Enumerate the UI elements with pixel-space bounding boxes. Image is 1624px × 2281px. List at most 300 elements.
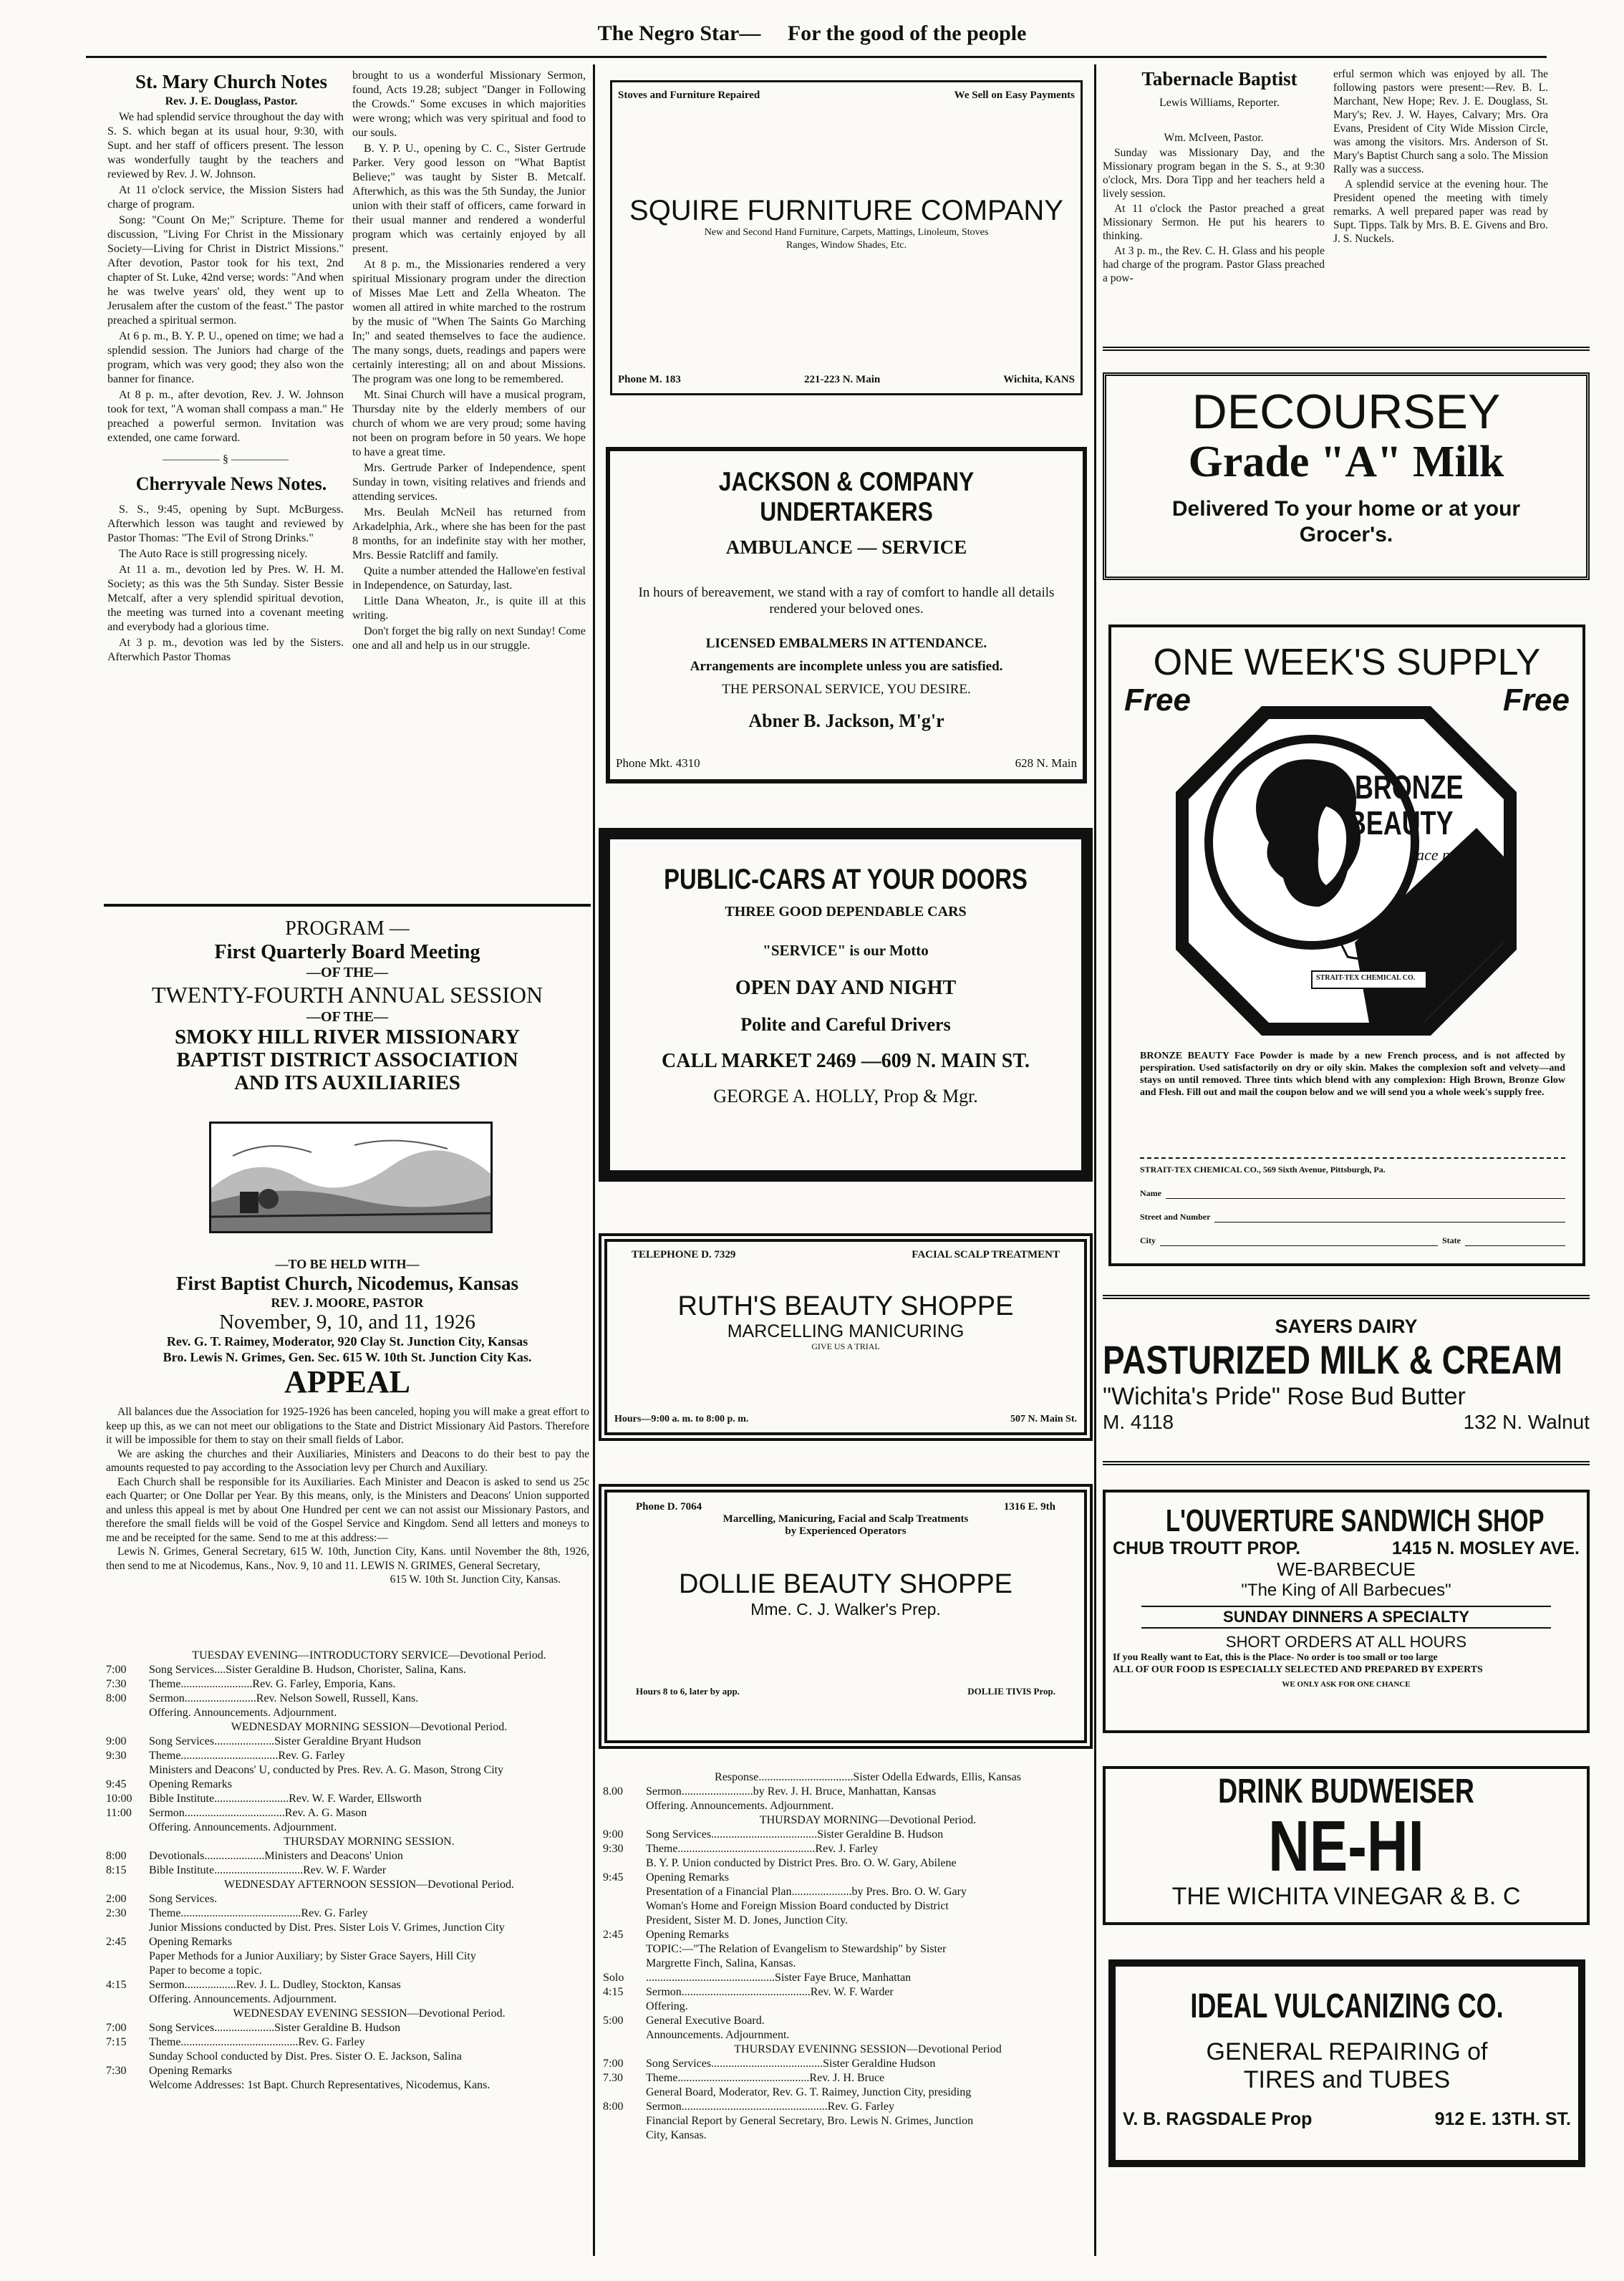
ad-subtitle: Grade "A" Milk [1188,438,1504,486]
paragraph: At 11 o'clock service, the Mission Sisters had charge of program. [107,184,344,211]
schedule-time [106,1649,149,1663]
field-label: City [1140,1235,1156,1245]
schedule-row [106,1964,589,1978]
ad-text: Arrangements are incomplete unless you are satisfied. [690,659,1003,674]
ad-text: THE WICHITA VINEGAR & B. C [1171,1883,1521,1910]
ad-text: SUNDAY DINNERS A SPECIALTY [1141,1606,1551,1629]
paragraph: Lewis N. Grimes, General Secretary, 615 W. 10th, Junction City, Kans. until November the 8th, 1926, then send to me at Nicodemus, Kans., Nov. 9, 10 and 11. LEWIS N. GRIMES, General Secretary, [106,1545,589,1572]
paragraph: All balances due the Association for 1925-1926 has been canceled, hoping you will make a great effort to keep up this, as we can not meet our obligations to the State and District Missionary Aid Pastors. Therefore it will be impossible for them to stay on their small fields of Labor. [106,1406,589,1446]
ad-phone: Phone Mkt. 4310 [616,756,700,770]
schedule-time [106,2007,149,2021]
ad-address: 132 N. Walnut [1463,1411,1590,1433]
section-rule [1103,1295,1590,1299]
schedule-time: 8:15 [106,1864,127,1876]
schedule-item: Woman's Home and Foreign Mission Board conducted by District [646,1900,949,1912]
schedule-row [603,1885,1090,1899]
schedule-row [603,1785,1090,1799]
schedule-left [106,1649,589,2093]
ad-text: GIVE US A TRIAL [811,1341,880,1351]
schedule-right [603,1770,1090,2143]
ad-text: WE-BARBECUE [1277,1558,1416,1580]
schedule-row [603,2085,1090,2100]
ad-address: 221-223 N. Main [803,374,881,385]
ad-text: THE PERSONAL SERVICE, YOU DESIRE. [722,682,971,697]
schedule-row [603,1957,1090,1971]
schedule-item: Song Services....Sister Geraldine B. Hudson, Chorister, Salina, Kans. [149,1664,466,1676]
paragraph: At 3 p. m., the Rev. C. H. Glass and his people had charge of the program. Pastor Glass preached a pow- [1103,245,1325,284]
ad-text: Delivered To your home or at your [1171,497,1521,521]
schedule-row [603,2000,1090,2014]
schedule-time [106,1720,149,1735]
paragraph: S. S., 9:45, opening by Supt. McBurgess. Afterwhich lesson was taught and reviewed by Pastor Thomas: "The Evil of Strong Drinks." [107,503,344,544]
schedule-time: 7.30 [603,2072,623,2084]
schedule-time: 10:00 [106,1793,132,1805]
ad-subtitle: AMBULANCE — SERVICE [725,536,967,558]
schedule-time [106,1921,149,1935]
schedule-row [603,1971,1090,1985]
schedule-row [603,2071,1090,2085]
schedule-item: General Board, Moderator, Rev. G. T. Raimey, Junction City, presiding [646,2086,972,2098]
schedule-row [603,1942,1090,1957]
schedule-item: Offering. [646,2000,688,2012]
schedule-time [106,2050,149,2064]
paragraph: At 11 o'clock the Pastor preached a great Missionary Sermon. He put his hearers to thinking. [1103,203,1325,242]
schedule-time: 8:00 [603,2101,624,2113]
schedule-row [603,1799,1090,1813]
schedule-row [106,1778,589,1792]
program-header [104,917,591,1094]
ad-phone: M. 4118 [1103,1411,1174,1433]
masthead-rule [86,56,1547,58]
paragraph: A splendid service at the evening hour. The President opened the meeting with timely remarks. A well prepared paper was read by Supt. Tipps. Talk by Mrs. B. E. Givens and Bro. J. S. Nuckels. [1333,178,1548,245]
article-heading: Tabernacle Baptist [1141,68,1297,90]
church-name: First Baptist Church, Nicodemus, Kansas [175,1273,519,1294]
ad-phone: Phone M. 183 [618,374,681,385]
schedule-item: Theme.........................................Rev. G. Farley [149,2036,365,2048]
public-cars-ad [599,828,1093,1182]
article-heading: Cherryvale News Notes. [135,473,327,494]
schedule-time: 9:45 [106,1778,127,1790]
paragraph: Mrs. Beulah McNeil has returned from Arkadelphia, Ark., where she has been for the past 8 months, for an indefinite stay with her mother, Mrs. Bessie Ratcliff and family. [352,506,586,561]
schedule-time [603,1957,646,1971]
schedule-item: Margrette Finch, Salina, Kansas. [646,1957,796,1969]
squire-furniture-ad [610,80,1083,395]
schedule-time: 2:00 [106,1893,127,1905]
schedule-row [106,1849,589,1863]
dollie-beauty-ad [599,1484,1093,1749]
schedule-item: WEDNESDAY EVENING SESSION—Devotional Period. [233,2007,506,2020]
ideal-vulcanizing-ad [1108,1959,1585,2167]
ad-address: 1316 E. 9th [1003,1501,1055,1513]
schedule-time [603,1942,646,1957]
schedule-item: Sermon...................................................Rev. G. Farley [646,2101,894,2113]
schedule-item: Ministers and Deacons' U, conducted by Pres. Rev. A. G. Mason, Strong City [149,1764,504,1776]
paragraph: 615 W. 10th St. Junction City, Kansas. [390,1573,561,1586]
schedule-row [106,1763,589,1778]
coupon-company: STRAIT-TEX CHEMICAL CO., 569 Sixth Avenue, Pittsburgh, Pa. [1140,1164,1386,1175]
schedule-item: Theme................................................Rev. J. Farley [646,1843,879,1855]
bronze-beauty-package [1176,706,1517,1036]
schedule-item: Sermon..................Rev. J. L. Dudley, Stockton, Kansas [149,1979,401,1991]
article-heading: St. Mary Church Notes [135,71,327,92]
ad-text: Polite and Careful Drivers [740,1014,951,1035]
schedule-time: 7:30 [106,1678,127,1690]
schedule-row [106,1935,589,1949]
city-state-field[interactable] [1140,1235,1565,1246]
masthead [0,21,1624,46]
schedule-item: Offering. Announcements. Adjournment. [149,1707,337,1719]
ad-text: Free [1124,683,1191,718]
ad-owner: CHUB TROUTT PROP. [1113,1538,1301,1558]
ad-text: Marcelling, Manicuring, Facial and Scalp Treatments [722,1513,969,1525]
ad-text: FACIAL SCALP TREATMENT [912,1249,1060,1260]
schedule-row [106,1821,589,1835]
schedule-time [603,1856,646,1871]
ad-text: Stoves and Furniture Repaired [618,90,760,101]
paragraph: Don't forget the big rally on next Sunday! Come one and all and help us in our struggle. [352,625,586,652]
schedule-time [106,1706,149,1720]
schedule-time [106,1763,149,1778]
schedule-row [603,1914,1090,1928]
schedule-time: 2:30 [106,1907,127,1919]
schedule-time: 8.00 [603,1785,623,1798]
schedule-item: Song Services.......................................Sister Geraldine Hudson [646,2058,936,2070]
schedule-item: Opening Remarks [646,1871,729,1884]
schedule-time [106,1878,149,1892]
schedule-time: 11:00 [106,1807,132,1819]
schedule-item: THURSDAY MORNING—Devotional Period. [759,1814,977,1826]
schedule-item: Song Services.....................................Sister Geraldine B. Hudson [646,1828,944,1841]
paragraph: At 6 p. m., B. Y. P. U., opened on time; we had a splendid session. The Juniors had charge of the program, which was very good; they also won the banner for finance. [107,330,344,385]
schedule-time [106,1992,149,2007]
ad-text: ALL OF OUR FOOD IS ESPECIALLY SELECTED AND PREPARED BY EXPERTS [1113,1664,1483,1675]
landscape-engraving [209,1122,493,1233]
brand-name: BEAUTY [1348,804,1454,841]
schedule-item: Response.................................Sister Odella Edwards, Ellis, Kansas [715,1771,1021,1783]
schedule-time [603,1770,646,1785]
schedule-time: 8:00 [106,1850,127,1862]
schedule-row [603,2057,1090,2071]
schedule-item: WEDNESDAY MORNING SESSION—Devotional Period. [231,1721,508,1733]
paragraph: Quite a number attended the Hallowe'en festival in Independence, on Saturday, last. [352,565,586,592]
schedule-time: 9:30 [603,1843,624,1855]
ad-headline: PASTURIZED MILK & CREAM [1103,1337,1563,1382]
paragraph: Sunday was Missionary Day, and the Missionary program began in the S. S., at 9:30 o'clock, Mrs. Dora Tipp and her teachers held a lively session. [1103,147,1325,200]
ad-phone: Phone D. 7064 [636,1501,702,1513]
schedule-time [106,1821,149,1835]
schedule-time [603,1799,646,1813]
schedule-item: Opening Remarks [149,1778,232,1790]
schedule-time [106,1949,149,1964]
schedule-item: Financial Report by General Secretary, Bro. Lewis N. Grimes, Junction [646,2115,974,2127]
separator: ————— § ————— [163,453,289,466]
schedule-row [106,2007,589,2021]
article-byline: Lewis Williams, Reporter. [1159,97,1280,109]
ad-title: DRINK BUDWEISER [1218,1773,1474,1810]
schedule-row [106,1706,589,1720]
schedule-row [603,2014,1090,2028]
schedule-row [603,1871,1090,1885]
moderator-line: Rev. G. T. Raimey, Moderator, 920 Clay St. Junction City, Kansas [166,1334,528,1349]
program-line: —OF THE— [306,965,388,980]
paragraph: Mrs. Gertrude Parker of Independence, spent Sunday in town, visiting relatives and friends and attending services. [352,462,586,503]
program-line: First Quarterly Board Meeting [214,941,480,963]
schedule-item: Theme.........................Rev. G. Farley, Emporia, Kans. [149,1678,396,1690]
schedule-row [106,2035,589,2050]
ad-text: "SERVICE" is our Motto [763,942,929,959]
sayers-dairy-ad [1103,1315,1590,1458]
schedule-item: Opening Remarks [646,1929,729,1941]
bronze-beauty-ad [1108,624,1585,1266]
schedule-row [106,1921,589,1935]
ad-text: GENERAL REPAIRING of [1206,2038,1488,2065]
brand-name: BRONZE [1355,768,1464,806]
ad-manager: Abner B. Jackson, M'g'r [748,710,944,731]
schedule-item: Bible Institute..........................Rev. W. F. Warder, Ellsworth [149,1793,422,1805]
ad-title: L'OUVERTURE SANDWICH SHOP [1166,1503,1545,1538]
schedule-item: Opening Remarks [149,1936,232,1948]
schedule-time [603,2085,646,2100]
paragraph: Mt. Sinai Church will have a musical program, Thursday nite by the elderly members of our church of whom we are very proud; some having not been on program before in 50 years. We hope to have a great time. [352,389,586,458]
schedule-time: 5:00 [603,2015,624,2027]
paragraph: B. Y. P. U., opening by C. C., Sister Gertrude Parker. Very good lesson on "What Baptist Believe;" was taught by Sister B. Metcalf. Afterwhich, as this was the 5th Sunday, the Junior union with their staff of officers, came forward in their usual manner and rendered a wonderful program which was certainly enjoyed by all present. [352,143,586,255]
schedule-time [603,1885,646,1899]
program-line: —OF THE— [306,1009,388,1025]
schedule-item: Sermon...................................Rev. A. G. Mason [149,1807,367,1819]
tabernacle-article [1103,67,1325,286]
held-label: —TO BE HELD WITH— [275,1257,420,1271]
schedule-item: TOPIC:—"The Relation of Evangelism to Stewardship" by Sister [646,1943,947,1955]
schedule-row [106,2078,589,2093]
schedule-row [106,1949,589,1964]
schedule-row [603,2114,1090,2128]
schedule-item: Bible Institute...............................Rev. W. F. Warder [149,1864,387,1876]
ad-owner: GEORGE A. HOLLY, Prop & Mgr. [713,1086,978,1106]
schedule-time: 9:00 [603,1828,624,1841]
ad-title: DECOURSEY [1192,385,1501,439]
ad-text: New and Second Hand Furniture, Carpets, Mattings, Linoleum, Stoves [704,227,989,238]
st-mary-article [107,70,344,666]
schedule-time [603,2028,646,2043]
schedule-row [106,1749,589,1763]
schedule-item: Song Services. [149,1893,218,1905]
budweiser-ad [1103,1766,1590,1925]
appeal-heading: APPEAL [284,1364,410,1399]
schedule-row [106,2064,589,2078]
program-title: PROGRAM — [285,917,410,940]
schedule-row [106,1692,589,1706]
schedule-item: Theme..........................................Rev. G. Farley [149,1907,368,1919]
schedule-row [106,1906,589,1921]
schedule-time: 7:15 [106,2036,127,2048]
schedule-row [603,2028,1090,2043]
schedule-item: Sermon.............................................Rev. W. F. Warder [646,1986,894,1998]
schedule-item: Song Services.....................Sister Geraldine Bryant Hudson [149,1735,421,1747]
ad-text: SHORT ORDERS AT ALL HOURS [1225,1633,1467,1651]
ad-phone: CALL MARKET 2469 —609 N. MAIN ST. [662,1050,1030,1072]
decoursey-milk-ad [1103,372,1590,580]
schedule-item: Sermon.........................Rev. Nelson Sowell, Russell, Kans. [149,1692,419,1704]
paragraph: At 11 a. m., devotion led by Pres. W. H. M. Society; as this was the 5th Sunday. Sister Bessie Metcalf, after a very splendid spiritual devotion, the meeting was turned into a covenant meeting and everybody had a glorious time. [107,564,344,633]
schedule-row [106,1663,589,1677]
schedule-row [106,1720,589,1735]
schedule-time [106,1835,149,1849]
schedule-item: Offering. Announcements. Adjournment. [149,1821,337,1833]
schedule-item: Devotionals.....................Ministers and Deacons' Union [149,1850,403,1862]
schedule-item: General Executive Board. [646,2015,765,2027]
paragraph: At 8 p. m., the Missionaries rendered a very spiritual Missionary program under the direction of Misses Mae Lett and Zella Wheaton. The women all attired in white marched to the rostrum by the music of "When The Saints Go Marching In;" and seated themselves to face the audience. The many songs, duets, readings and papers were certainly interesting; all on and about Missions. The program was one long to be remembered. [352,259,586,385]
dates-line: November, 9, 10, and 11, 1926 [219,1311,475,1334]
column-rule [1094,64,1096,2256]
louverture-ad [1103,1490,1590,1733]
schedule-time: 8:00 [106,1692,127,1704]
schedule-item: Announcements. Adjournment. [646,2029,790,2041]
schedule-row [603,1899,1090,1914]
section-rule [1103,347,1590,351]
schedule-item: Paper Methods for a Junior Auxiliary; by Sister Grace Sayers, Hill City [149,1950,476,1962]
section-rule [104,904,591,907]
schedule-time: 9:45 [603,1871,624,1884]
schedule-row [106,1677,589,1692]
paragraph: Wm. McIveen, Pastor. [1164,132,1264,144]
schedule-row [106,1892,589,1906]
appeal-text [106,1405,589,1587]
paragraph: Each Church shall be responsible for its Auxiliaries. Each Minister and Deacon is asked to send us 25c each Quarter; or One Dollar per Year. By this means, only, is the Ministers and Deacons' Union supported and unless this appeal is met by about One Hundred per cent we can not assist our Missionary Pastors, and therefore the small fields will be void of the Gospel Service and Kingdom. Send all letters and moneys to me and be receipted for the same. Send to me at this address:— [106,1475,589,1544]
schedule-row [603,1813,1090,1828]
schedule-time [603,1813,646,1828]
schedule-row [603,1828,1090,1842]
paragraph: At 8 p. m., after devotion, Rev. J. W. Johnson took for text, "A woman shall compass a man." He preached a powerful sermon. Invitation was extended, one came forward. [107,389,344,444]
schedule-item: Welcome Addresses: 1st Bapt. Church Representatives, Nicodemus, Kans. [149,2079,490,2091]
ad-tagline: "Wichita's Pride" Rose Bud Butter [1103,1383,1466,1410]
schedule-row [603,1856,1090,1871]
street-field[interactable] [1140,1212,1565,1223]
schedule-time: 7:00 [106,1664,127,1676]
secretary-line: Bro. Lewis N. Grimes, Gen. Sec. 615 W. 10th St. Junction City Kas. [163,1350,532,1364]
ad-text: Free [1503,683,1570,718]
ad-title: PUBLIC-CARS AT YOUR DOORS [664,864,1028,895]
schedule-row [106,1992,589,2007]
ad-address: 1415 N. MOSLEY AVE. [1391,1538,1580,1558]
paragraph: At 3 p. m., devotion was led by the Sisters. Afterwhich Pastor Thomas [107,637,344,663]
ad-text: WE ONLY ASK FOR ONE CHANCE [1282,1680,1411,1689]
ad-text: by Experienced Operators [785,1525,907,1537]
schedule-time: 4:15 [106,1979,127,1991]
maker-tag: STRAIT-TEX CHEMICAL CO. [1316,974,1416,982]
schedule-row [603,2100,1090,2114]
field-label: Street and Number [1140,1212,1211,1222]
schedule-row [106,2050,589,2064]
ad-text: We Sell on Easy Payments [954,90,1075,101]
schedule-row [603,2043,1090,2057]
ad-title: JACKSON & COMPANY UNDERTAKERS [718,467,975,526]
program-venue [104,1256,591,1399]
paragraph: erful sermon which was enjoyed by all. The following pastors were present:—Rev. B. L. Marchant, New Hope; Rev. J. E. Douglass, St. Mary's; Rev. J. W. Hayes, Calvary; Mrs. Ora Evans, President of City Wide Mission Circle, was among the visitors. Mrs. Anderson of St. Mary's Baptist Church sang a solo. The Mission Rally was a success. [1333,68,1548,175]
coupon [1140,1157,1565,1246]
schedule-row [106,1649,589,1663]
column-rule [593,64,595,2256]
schedule-time: Solo [603,1972,624,1984]
ad-text: "The King of All Barbecues" [1241,1581,1451,1600]
ad-owner: DOLLIE TIVIS Prop. [967,1686,1055,1697]
schedule-item: Sunday School conducted by Dist. Pres. Sister O. E. Jackson, Salina [149,2050,462,2063]
section-rule [1103,1461,1590,1465]
ruths-beauty-ad [599,1233,1093,1441]
ad-text: BRONZE BEAUTY Face Powder is made by a new French process, and is not affected by perspiration. Used satisfactorily on dry or oily skin. Makes the complexion soft and velvety—and stays on until removed. Three tints which blend with any complexion: High Brown, Bronze Glow and Flesh. Fill out and mail the coupon below and we will send you a whole week's supply free. [1140,1051,1565,1098]
schedule-time: 7:30 [106,2065,127,2077]
schedule-row [603,1928,1090,1942]
paper-motto: For the good of the people [787,21,1027,45]
schedule-item: City, Kansas. [646,2129,707,2141]
schedule-item: THURSDAY MORNING SESSION. [284,1836,455,1848]
ad-text: If you Really want to Eat, this is the Place- No order is too small or too large [1113,1652,1438,1663]
schedule-time [603,1914,646,1928]
ad-title: IDEAL VULCANIZING CO. [1190,1987,1504,2025]
paragraph: The Auto Race is still progressing nicely. [119,548,308,560]
program-line: BAPTIST DISTRICT ASSOCIATION [176,1048,518,1071]
schedule-item: Junior Missions conducted by Dist. Pres. Sister Lois V. Grimes, Junction City [149,1921,505,1934]
schedule-time: 7:00 [603,2058,624,2070]
schedule-time: 9:00 [106,1735,127,1747]
ad-headline: NE-HI [1268,1806,1424,1886]
schedule-row [106,2021,589,2035]
ad-owner: V. B. RAGSDALE Prop [1123,2109,1313,2129]
paragraph: Little Dana Wheaton, Jr., is quite ill at this writing. [352,595,586,622]
name-field[interactable] [1140,1188,1565,1199]
schedule-time: 2:45 [106,1936,127,1948]
schedule-item: .............................................Sister Faye Bruce, Manhattan [646,1972,912,1984]
program-line: TWENTY-FOURTH ANNUAL SESSION [151,982,543,1008]
schedule-row [106,1806,589,1821]
paragraph: brought to us a wonderful Missionary Sermon, found, Acts 19.28; subject "Danger in Following the Crowds." Some excuses in which majorities were wrong; which was very spiritual and food to our souls. [352,69,586,139]
schedule-time: 9:30 [106,1750,127,1762]
ad-address: 912 E. 13TH. ST. [1434,2109,1571,2129]
schedule-time [603,2000,646,2014]
schedule-item: Paper to become a topic. [149,1964,262,1977]
schedule-time [603,2128,646,2143]
schedule-time [603,2043,646,2057]
pastor-line: REV. J. MOORE, PASTOR [271,1296,424,1310]
schedule-time [106,1964,149,1978]
ad-text: In hours of bereavement, we stand with a ray of comfort to handle all details rendered your beloved ones. [638,585,1055,617]
ad-title: ONE WEEK'S SUPPLY [1153,642,1541,683]
ad-address: 628 N. Main [1015,756,1077,770]
schedule-row [106,1863,589,1878]
schedule-row [106,1835,589,1849]
ad-city: Wichita, KANS [1003,374,1075,385]
field-label: State [1442,1235,1461,1245]
schedule-item: Opening Remarks [149,2065,232,2077]
article-byline: Rev. J. E. Douglass, Pastor. [165,95,298,107]
ad-text: Grocer's. [1299,523,1393,546]
ad-subtitle: MARCELLING MANICURING [727,1321,965,1341]
schedule-row [603,2128,1090,2143]
schedule-row [603,1842,1090,1856]
schedule-item: Song Services.....................Sister Geraldine B. Hudson [149,2022,401,2034]
ad-subtitle: THREE GOOD DEPENDABLE CARS [725,904,967,920]
ad-phone: TELEPHONE D. 7329 [632,1249,736,1260]
schedule-item: Offering. Announcements. Adjournment. [646,1800,834,1812]
ad-title: DOLLIE BEAUTY SHOPPE [678,1569,1013,1599]
program-line: SMOKY HILL RIVER MISSIONARY [174,1026,521,1048]
paper-name: The Negro Star— [597,21,761,45]
schedule-row [106,1978,589,1992]
ad-text: Ranges, Window Shades, Etc. [786,240,907,251]
schedule-item: Sermon.........................by Rev. J. H. Bruce, Manhattan, Kansas [646,1785,937,1798]
schedule-time: 2:45 [603,1929,624,1941]
product-name: face powder [1412,846,1490,864]
jackson-undertakers-ad [606,447,1087,783]
